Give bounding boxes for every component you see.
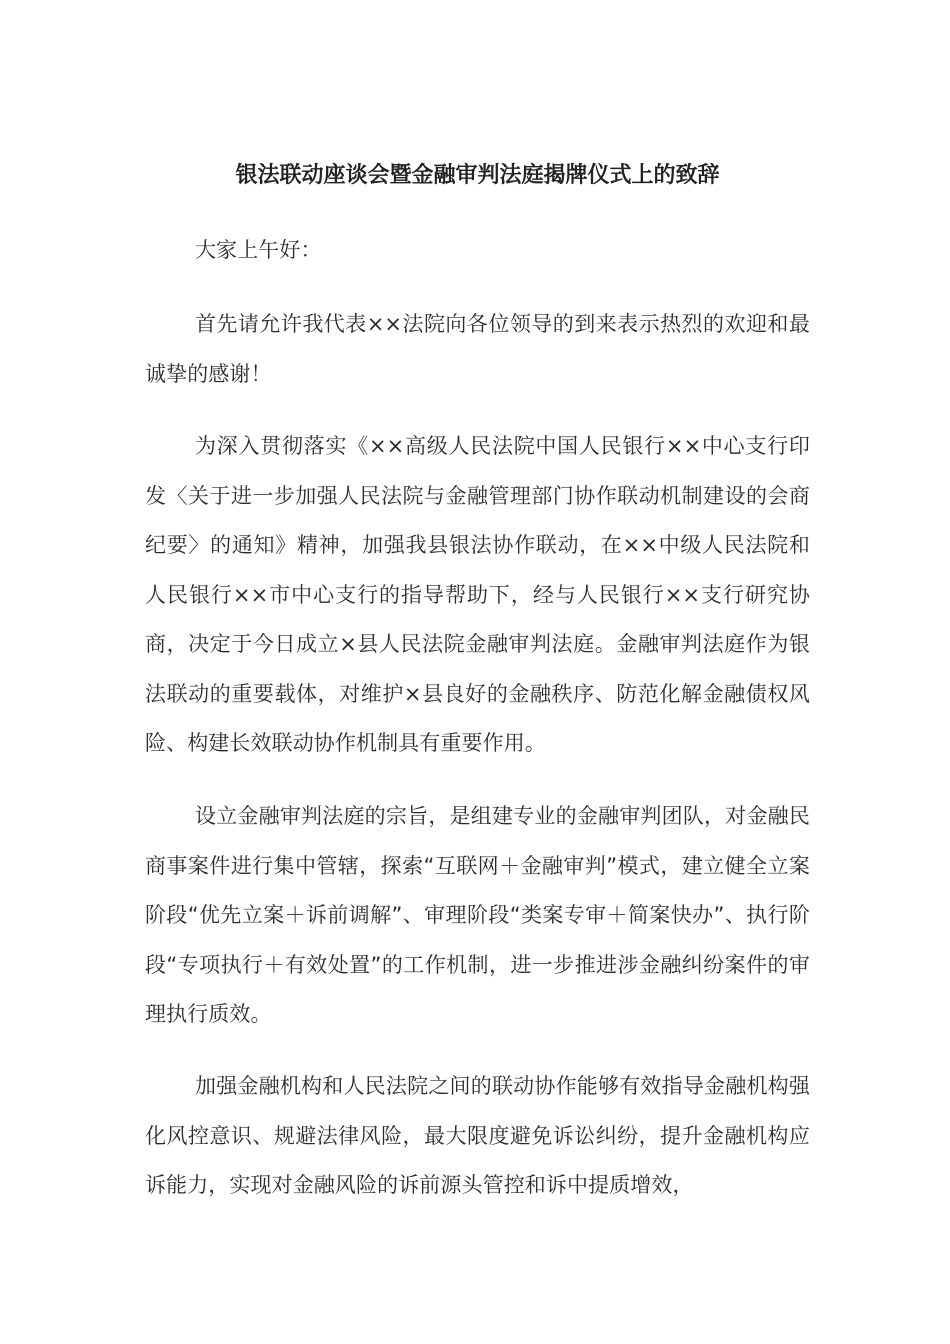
- paragraph-purpose: 设立金融审判法庭的宗旨，是组建专业的金融审判团队，对金融民商事案件进行集中管辖，探索“互联网＋金融审判”模式，建立健全立案阶段“优先立案＋诉前调解”、审理阶段“类案专审＋简案快办”、执行阶段“专项执行＋有效处置”的工作机制，进一步推进涉金融纠纷案件的审理执行质效。: [145, 804, 810, 1026]
- paragraph-welcome: 首先请允许我代表××法院向各位领导的到来表示热烈的欢迎和最诚挚的感谢！: [145, 312, 810, 386]
- paragraph-background: 为深入贯彻落实《××高级人民法院中国人民银行××中心支行印发〈关于进一步加强人民法院与金融管理部门协作联动机制建设的会商纪要〉的通知》精神，加强我县银法协作联动，在××中级人民法院和人民银行××市中心支行的指导帮助下，经与人民银行××支行研究协商，决定于今日成立×县人民法院金融审判法庭。金融审判法庭作为银法联动的重要载体，对维护×县良好的金融秩序、防范化解金融债权风险、构建长效联动协作机制具有重要作用。: [145, 434, 810, 755]
- document-title: 银法联动座谈会暨金融审判法庭揭牌仪式上的致辞: [235, 163, 720, 188]
- paragraph-cooperation: 加强金融机构和人民法院之间的联动协作能够有效指导金融机构强化风控意识、规避法律风险，最大限度避免诉讼纠纷，提升金融机构应诉能力，实现对金融风险的诉前源头管控和诉中提质增效，: [145, 1074, 810, 1197]
- paragraph-greeting: 大家上午好：: [195, 238, 322, 262]
